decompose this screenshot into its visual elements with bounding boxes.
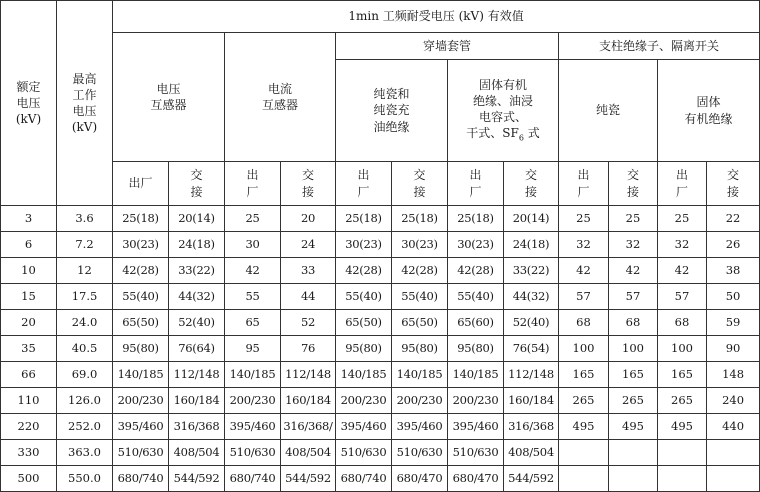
table-cell: 140/185 bbox=[448, 362, 504, 388]
header-factory: 出 厂 bbox=[336, 162, 392, 206]
table-cell: 395/460 bbox=[336, 414, 392, 440]
table-cell: 24 bbox=[281, 232, 336, 258]
table-cell: 165 bbox=[609, 362, 658, 388]
table-cell: 3 bbox=[1, 206, 57, 232]
table-cell: 200/230 bbox=[448, 388, 504, 414]
table-cell: 140/185 bbox=[392, 362, 448, 388]
table-cell: 95(80) bbox=[113, 336, 169, 362]
table-cell: 57 bbox=[658, 284, 707, 310]
table-cell: 95(80) bbox=[392, 336, 448, 362]
table-cell: 165 bbox=[559, 362, 609, 388]
table-cell: 12 bbox=[57, 258, 113, 284]
table-cell bbox=[609, 466, 658, 492]
header-factory: 出厂 bbox=[113, 162, 169, 206]
table-cell: 100 bbox=[658, 336, 707, 362]
header-voltage-transformer: 电压 互感器 bbox=[113, 33, 225, 162]
table-cell: 252.0 bbox=[57, 414, 113, 440]
table-row bbox=[1, 310, 760, 336]
table-cell: 408/504 bbox=[504, 440, 559, 466]
table-cell: 680/740 bbox=[113, 466, 169, 492]
table-cell: 55 bbox=[225, 284, 281, 310]
bushing-solid-text: 固体有机 绝缘、油浸 电容式、 干式、SF bbox=[466, 77, 533, 141]
table-cell: 52(40) bbox=[169, 310, 225, 336]
table-cell: 544/592 bbox=[281, 466, 336, 492]
table-cell: 495 bbox=[609, 414, 658, 440]
table-cell: 30(23) bbox=[336, 232, 392, 258]
table-cell: 200/230 bbox=[225, 388, 281, 414]
table-cell: 544/592 bbox=[504, 466, 559, 492]
table-cell: 76(54) bbox=[504, 336, 559, 362]
table-cell: 42 bbox=[559, 258, 609, 284]
table-cell: 42 bbox=[609, 258, 658, 284]
table-cell: 32 bbox=[559, 232, 609, 258]
header-bushing-porcelain: 纯瓷和 纯瓷充 油绝缘 bbox=[336, 60, 448, 162]
table-cell: 10 bbox=[1, 258, 57, 284]
table-cell: 680/740 bbox=[336, 466, 392, 492]
header-factory: 出 厂 bbox=[658, 162, 707, 206]
table-cell: 265 bbox=[609, 388, 658, 414]
table-cell: 33(22) bbox=[169, 258, 225, 284]
table-cell: 57 bbox=[559, 284, 609, 310]
table-row bbox=[1, 258, 760, 284]
table-cell: 30(23) bbox=[448, 232, 504, 258]
bushing-solid-tail: 式 bbox=[523, 126, 540, 141]
table-cell: 395/460 bbox=[448, 414, 504, 440]
header-factory: 出 厂 bbox=[448, 162, 504, 206]
table-cell: 95(80) bbox=[336, 336, 392, 362]
table-cell: 55(40) bbox=[113, 284, 169, 310]
table-cell: 240 bbox=[707, 388, 760, 414]
header-insulator-solid: 固体 有机绝缘 bbox=[658, 60, 760, 162]
header-handover: 交 接 bbox=[609, 162, 658, 206]
table-cell: 42(28) bbox=[113, 258, 169, 284]
table-cell: 40.5 bbox=[57, 336, 113, 362]
table-cell: 15 bbox=[1, 284, 57, 310]
table-cell: 35 bbox=[1, 336, 57, 362]
table-cell: 25 bbox=[559, 206, 609, 232]
table-row bbox=[1, 232, 760, 258]
table-cell: 25 bbox=[609, 206, 658, 232]
table-cell: 22 bbox=[707, 206, 760, 232]
table-cell: 510/630 bbox=[448, 440, 504, 466]
header-post-insulator: 支柱绝缘子、隔离开关 bbox=[559, 33, 760, 60]
table-cell: 52(40) bbox=[504, 310, 559, 336]
header-rated-voltage: 额定 电压 (kV) bbox=[1, 1, 57, 206]
table-cell: 495 bbox=[559, 414, 609, 440]
sf6-subscript: 6 bbox=[518, 133, 524, 143]
table-cell: 33(22) bbox=[504, 258, 559, 284]
header-handover: 交 接 bbox=[281, 162, 336, 206]
header-max-voltage: 最高 工作 电压 (kV) bbox=[57, 1, 113, 206]
table-cell: 66 bbox=[1, 362, 57, 388]
table-cell: 112/148 bbox=[169, 362, 225, 388]
table-cell: 24(18) bbox=[169, 232, 225, 258]
table-cell: 25(18) bbox=[448, 206, 504, 232]
table-cell: 126.0 bbox=[57, 388, 113, 414]
table-cell: 76(64) bbox=[169, 336, 225, 362]
table-cell: 32 bbox=[658, 232, 707, 258]
table-row bbox=[1, 336, 760, 362]
table-cell: 25(18) bbox=[336, 206, 392, 232]
table-cell: 26 bbox=[707, 232, 760, 258]
table-cell: 65(50) bbox=[392, 310, 448, 336]
table-cell: 55(40) bbox=[336, 284, 392, 310]
table-cell bbox=[658, 440, 707, 466]
table-cell: 140/185 bbox=[113, 362, 169, 388]
header-group-title: 1min 工频耐受电压 (kV) 有效值 bbox=[113, 1, 760, 33]
table-cell: 395/460 bbox=[113, 414, 169, 440]
table-cell: 140/185 bbox=[225, 362, 281, 388]
table-cell: 265 bbox=[559, 388, 609, 414]
table-cell bbox=[707, 466, 760, 492]
table-cell: 200/230 bbox=[336, 388, 392, 414]
table-cell: 544/592 bbox=[169, 466, 225, 492]
table-row bbox=[1, 284, 760, 310]
table-cell: 24.0 bbox=[57, 310, 113, 336]
table-cell: 76 bbox=[281, 336, 336, 362]
table-cell: 220 bbox=[1, 414, 57, 440]
table-cell: 160/184 bbox=[281, 388, 336, 414]
table-cell: 44(32) bbox=[504, 284, 559, 310]
table-row bbox=[1, 206, 760, 232]
table-cell: 100 bbox=[559, 336, 609, 362]
table-cell: 52 bbox=[281, 310, 336, 336]
table-cell: 20(14) bbox=[504, 206, 559, 232]
table-cell: 33 bbox=[281, 258, 336, 284]
table-row bbox=[1, 414, 760, 440]
table-cell: 316/368 bbox=[504, 414, 559, 440]
table-cell: 42 bbox=[225, 258, 281, 284]
table-cell: 200/230 bbox=[113, 388, 169, 414]
table-cell: 7.2 bbox=[57, 232, 113, 258]
table-cell: 408/504 bbox=[169, 440, 225, 466]
table-cell: 42(28) bbox=[336, 258, 392, 284]
table-cell: 165 bbox=[658, 362, 707, 388]
table-cell: 44 bbox=[281, 284, 336, 310]
table-cell: 510/630 bbox=[113, 440, 169, 466]
header-handover: 交 接 bbox=[504, 162, 559, 206]
table-cell: 160/184 bbox=[169, 388, 225, 414]
header-factory: 出 厂 bbox=[559, 162, 609, 206]
table-cell: 550.0 bbox=[57, 466, 113, 492]
table-cell: 55(40) bbox=[448, 284, 504, 310]
table-cell bbox=[559, 466, 609, 492]
table-cell bbox=[609, 440, 658, 466]
table-cell: 316/368/ bbox=[281, 414, 336, 440]
table-cell: 65(60) bbox=[448, 310, 504, 336]
table-cell: 363.0 bbox=[57, 440, 113, 466]
table-cell: 44(32) bbox=[169, 284, 225, 310]
table-cell bbox=[707, 440, 760, 466]
header-handover: 交 接 bbox=[169, 162, 225, 206]
table-cell: 140/185 bbox=[336, 362, 392, 388]
header-current-transformer: 电流 互感器 bbox=[225, 33, 336, 162]
table-cell: 25 bbox=[658, 206, 707, 232]
header-insulator-porcelain: 纯瓷 bbox=[559, 60, 658, 162]
table-cell: 6 bbox=[1, 232, 57, 258]
table-cell: 65(50) bbox=[336, 310, 392, 336]
table-cell: 680/470 bbox=[448, 466, 504, 492]
table-row bbox=[1, 388, 760, 414]
header-handover: 交 接 bbox=[392, 162, 448, 206]
table-cell: 42(28) bbox=[392, 258, 448, 284]
table-row bbox=[1, 362, 760, 388]
table-cell: 65(50) bbox=[113, 310, 169, 336]
table-cell: 30(23) bbox=[392, 232, 448, 258]
table-cell: 30(23) bbox=[113, 232, 169, 258]
table-cell: 408/504 bbox=[281, 440, 336, 466]
table-cell: 68 bbox=[559, 310, 609, 336]
header-handover: 交 接 bbox=[707, 162, 760, 206]
table-cell: 90 bbox=[707, 336, 760, 362]
table-cell bbox=[559, 440, 609, 466]
header-wall-bushing: 穿墙套管 bbox=[336, 33, 559, 60]
table-cell: 680/740 bbox=[225, 466, 281, 492]
table-cell: 25(18) bbox=[113, 206, 169, 232]
table-cell: 3.6 bbox=[57, 206, 113, 232]
table-cell: 395/460 bbox=[225, 414, 281, 440]
table-cell: 68 bbox=[658, 310, 707, 336]
table-cell: 30 bbox=[225, 232, 281, 258]
table-cell: 112/148 bbox=[281, 362, 336, 388]
table-cell: 160/184 bbox=[504, 388, 559, 414]
table-cell: 500 bbox=[1, 466, 57, 492]
table-cell: 65 bbox=[225, 310, 281, 336]
table-body bbox=[1, 206, 760, 492]
table-cell: 95 bbox=[225, 336, 281, 362]
table-cell: 330 bbox=[1, 440, 57, 466]
header-bushing-solid bbox=[448, 60, 559, 162]
table-cell: 32 bbox=[609, 232, 658, 258]
table-cell: 510/630 bbox=[392, 440, 448, 466]
table-cell: 38 bbox=[707, 258, 760, 284]
table-cell: 265 bbox=[658, 388, 707, 414]
table-cell: 69.0 bbox=[57, 362, 113, 388]
table-cell: 495 bbox=[658, 414, 707, 440]
table-cell: 55(40) bbox=[392, 284, 448, 310]
table-cell: 510/630 bbox=[225, 440, 281, 466]
table-row bbox=[1, 440, 760, 466]
table-cell: 316/368 bbox=[169, 414, 225, 440]
table-cell: 440 bbox=[707, 414, 760, 440]
table-cell: 510/630 bbox=[336, 440, 392, 466]
header-factory: 出 厂 bbox=[225, 162, 281, 206]
table-cell: 20 bbox=[281, 206, 336, 232]
table-cell: 25 bbox=[225, 206, 281, 232]
table-cell: 110 bbox=[1, 388, 57, 414]
table-cell: 100 bbox=[609, 336, 658, 362]
table-cell: 50 bbox=[707, 284, 760, 310]
table-cell: 95(80) bbox=[448, 336, 504, 362]
table-cell: 42 bbox=[658, 258, 707, 284]
table-cell: 24(18) bbox=[504, 232, 559, 258]
table-cell: 57 bbox=[609, 284, 658, 310]
table-cell: 395/460 bbox=[392, 414, 448, 440]
table-cell: 25(18) bbox=[392, 206, 448, 232]
table-row bbox=[1, 466, 760, 492]
table-cell: 17.5 bbox=[57, 284, 113, 310]
table-cell bbox=[658, 466, 707, 492]
table-cell: 42(28) bbox=[448, 258, 504, 284]
table-cell: 20 bbox=[1, 310, 57, 336]
table-cell: 112/148 bbox=[504, 362, 559, 388]
table-cell: 68 bbox=[609, 310, 658, 336]
table-cell: 59 bbox=[707, 310, 760, 336]
table-cell: 20(14) bbox=[169, 206, 225, 232]
table-cell: 148 bbox=[707, 362, 760, 388]
table-cell: 200/230 bbox=[392, 388, 448, 414]
table-cell: 680/470 bbox=[392, 466, 448, 492]
